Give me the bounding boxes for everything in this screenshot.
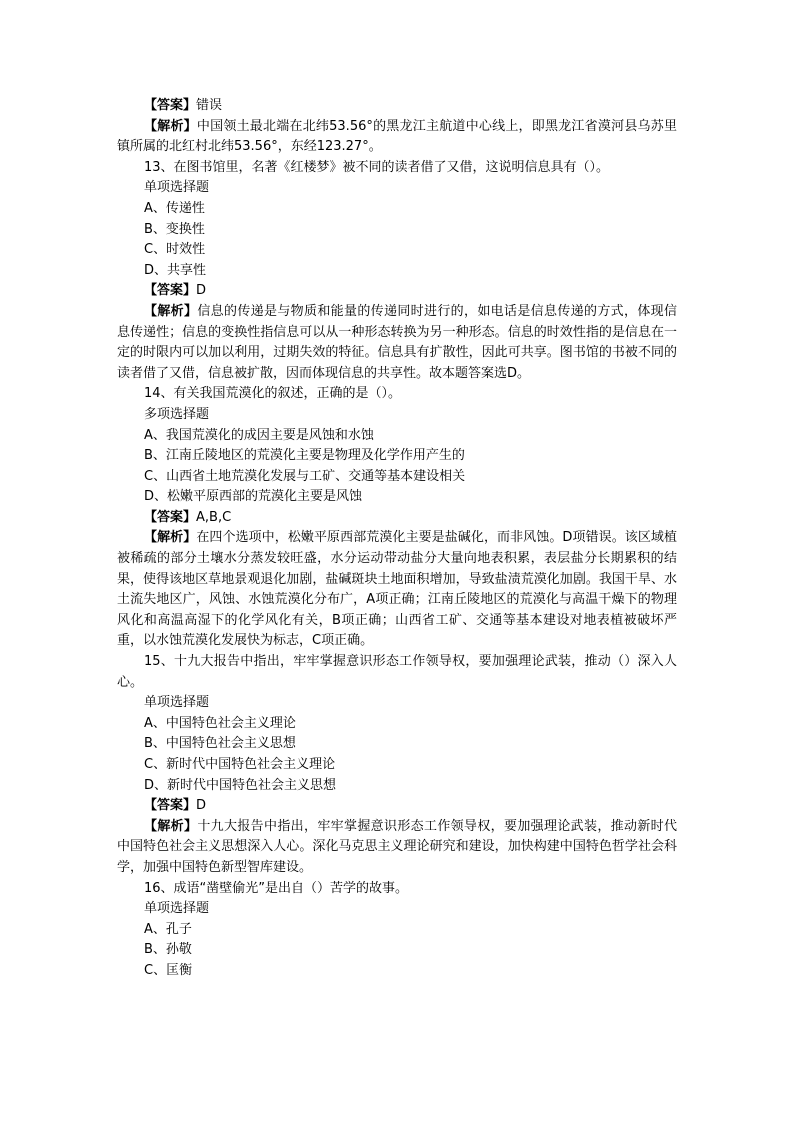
analysis-paragraph [117,302,677,384]
analysis-text: 十九大报告中指出，牢牢掌握意识形态工作领导权，要加强理论武装，推动新时代中国特色社会主义思想深入人心。深化马克思主义理论研究和建设，加快构建中国特色哲学社会科学，加强中国特色新型智库建设。 [117,818,677,875]
answer-value: D [196,283,207,299]
answer-value: A,B,C [196,509,232,525]
question-14: 14、有关我国荒漠化的叙述，正确的是（）。 [144,386,402,402]
option-a: A、中国特色社会主义理论 [144,715,296,731]
analysis-paragraph [117,528,677,652]
option-b: B、变换性 [144,221,205,237]
option-d: D、松嫩平原西部的荒漠化主要是风蚀 [144,489,363,505]
option-c: C、匡衡 [144,962,193,978]
option-a: A、传递性 [144,200,205,216]
analysis-paragraph [117,817,677,879]
answer-value: 错误 [196,98,223,113]
question-15: 15、十九大报告中指出，牢牢掌握意识形态工作领导权，要加强理论武装，推动（）深入人心。 [117,654,677,690]
analysis-text: 在四个选项中，松嫩平原西部荒漠化主要是盐碱化，而非风蚀。D项错误。该区域植被稀疏的部分土壤水分蒸发较旺盛，水分运动带动盐分大量向地表积累，表层盐分长期累积的结果，使得该地区草地景观退化加剧，盐碱斑块土地面积增加，导致盐渍荒漠化加剧。我国干旱、水土流失地区广，风蚀、水蚀荒漠化分布广，A项正确；江南丘陵地区的荒漠化与高温干燥下的物理风化和高温高湿下的化学风化有关，B项正确；山西省工矿、交通等基本建设对地表植被破坏严重，以水蚀荒漠化发展快为标志，C项正确。 [117,530,677,649]
analysis-tag: 【解析】 [144,303,198,319]
option-b: B、孙敬 [144,942,192,958]
question-13: 13、在图书馆里，名著《红楼梦》被不同的读者借了又借，这说明信息具有（）。 [144,159,610,175]
question-type: 单项选择题 [144,901,210,917]
answer-tag: 【答案】 [144,798,197,814]
option-b: B、江南丘陵地区的荒漠化主要是物理及化学作用产生的 [144,448,465,464]
analysis-paragraph [117,117,677,158]
answer-line [117,96,677,117]
analysis-tag: 【解析】 [144,530,197,546]
option-c: C、山西省土地荒漠化发展与工矿、交通等基本建设相关 [144,468,466,484]
option-c: C、新时代中国特色社会主义理论 [144,757,336,772]
analysis-text: 中国领土最北端在北纬53.56°的黑龙江主航道中心线上，即黑龙江省漠河县乌苏里镇所属的北红村北纬53.56°，东经123.27°。 [117,118,677,155]
answer-tag: 【答案】 [144,509,197,525]
question-16: 16、成语“凿壁偷光”是出自（）苦学的故事。 [144,880,409,896]
analysis-tag: 【解析】 [144,118,197,134]
answer-line [117,796,677,817]
answer-line [117,281,677,302]
option-a: A、孔子 [144,921,192,937]
question-type: 单项选择题 [144,180,210,196]
answer-value: D [196,798,207,814]
answer-tag: 【答案】 [144,283,197,299]
answer-line [117,508,677,529]
option-c: C、时效性 [144,242,206,258]
answer-tag: 【答案】 [144,98,197,113]
question-type: 单项选择题 [144,695,210,711]
option-d: D、新时代中国特色社会主义思想 [144,777,337,793]
option-a: A、我国荒漠化的成因主要是风蚀和水蚀 [144,427,374,443]
option-b: B、中国特色社会主义思想 [144,736,296,752]
document-page [117,96,677,982]
option-d: D、共享性 [144,262,207,278]
analysis-tag: 【解析】 [144,818,198,834]
question-type: 多项选择题 [144,406,210,422]
analysis-text: 信息的传递是与物质和能量的传递同时进行的，如电话是信息传递的方式，体现信息传递性；信息的变换性指信息可以从一种形态转换为另一种形态。信息的时效性指的是信息在一定的时限内可以加以利用，过期失效的特征。信息具有扩散性，因此可共享。图书馆的书被不同的读者借了又借，信息被扩散，因而体现信息的共享性。故本题答案选D。 [117,303,677,381]
